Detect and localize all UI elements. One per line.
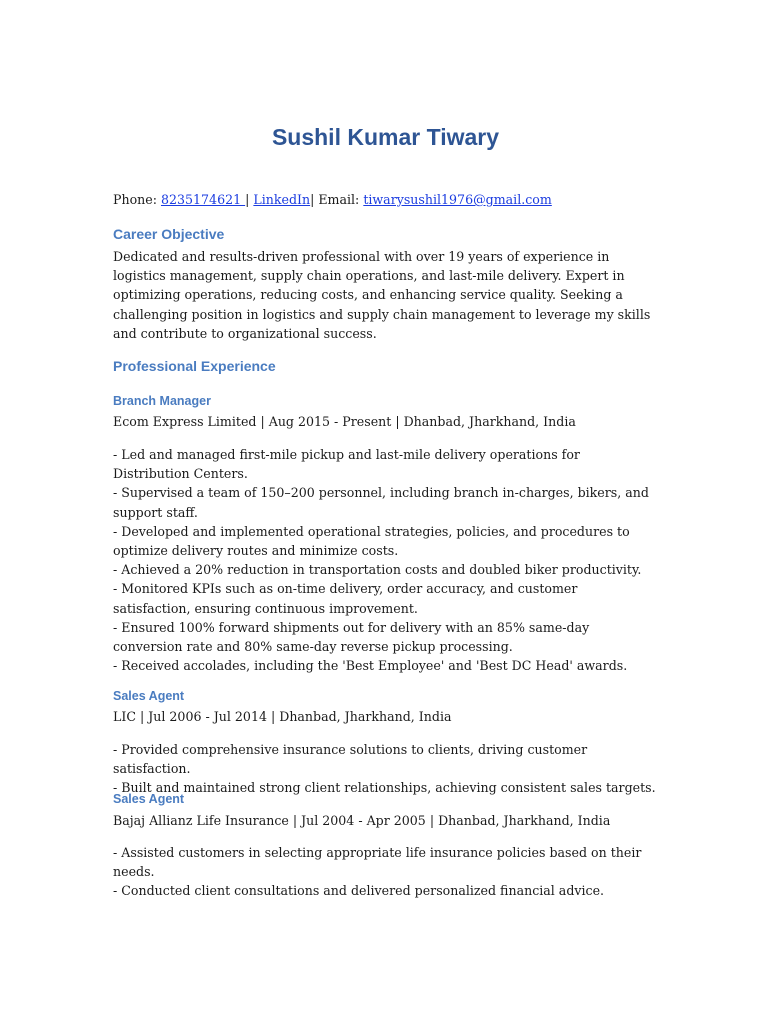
job-bullet: - Ensured 100% forward shipments out for delivery with an 85% same-day conversion rate and 80% same-day reverse pickup processing. (113, 619, 590, 655)
job-bullets (113, 740, 658, 798)
resume-name: Sushil Kumar Tiwary (271, 124, 500, 150)
contact-line (113, 192, 552, 207)
job-title: Branch Manager (113, 394, 211, 408)
linkedin-link[interactable]: LinkedIn (253, 192, 311, 207)
professional-experience-heading: Professional Experience (113, 358, 276, 374)
contact-separator: | (245, 192, 254, 207)
job-bullets (113, 843, 658, 901)
job-bullet: - Developed and implemented operational strategies, policies, and procedures to optimize delivery routes and minimize costs. (113, 523, 630, 559)
job-meta: Bajaj Allianz Life Insurance | Jul 2004 - Apr 2005 | Dhanbad, Jharkhand, India (113, 813, 611, 828)
job-bullet: - Monitored KPIs such as on-time delivery, order accuracy, and customer satisfaction, ensuring continuous improvement. (113, 581, 578, 616)
job-title: Sales Agent (113, 689, 185, 703)
phone-label: Phone: (113, 192, 161, 207)
email-label: | Email: (310, 192, 364, 207)
job-bullet: - Supervised a team of 150–200 personnel, including branch in-charges, bikers, and support staff. (113, 485, 649, 520)
job-bullet: - Received accolades, including the 'Best Employee' and 'Best DC Head' awards. (113, 658, 628, 674)
job-bullet: - Assisted customers in selecting appropriate life insurance policies based on their needs. (113, 845, 642, 880)
job-bullet: - Led and managed first-mile pickup and last-mile delivery operations for Distribution Centers. (113, 447, 580, 482)
job-title: Sales Agent (113, 792, 185, 806)
job-bullets (113, 445, 658, 675)
career-objective-heading: Career Objective (113, 226, 225, 242)
job-meta: LIC | Jul 2006 - Jul 2014 | Dhanbad, Jharkhand, India (113, 709, 452, 724)
job-bullet: - Achieved a 20% reduction in transportation costs and doubled biker productivity. (113, 562, 642, 578)
job-bullet: - Conducted client consultations and delivered personalized financial advice. (113, 883, 605, 899)
email-link[interactable]: tiwarysushil1976@gmail.com (363, 192, 552, 207)
career-objective-text: Dedicated and results-driven professional with over 19 years of experience in logistics management, supply chain operations, and last-mile delivery. Expert in optimizing operations, reducing costs, and enhancing service quality. Seeking a challenging position in logistics and supply chain management to leverage my skills and contribute to organizational success. (113, 249, 651, 341)
job-bullet: - Built and maintained strong client relationships, achieving consistent sales targets. (113, 780, 656, 796)
phone-link[interactable]: 8235174621 (160, 192, 246, 207)
job-meta: Ecom Express Limited | Aug 2015 - Present | Dhanbad, Jharkhand, India (113, 414, 576, 429)
job-bullet: - Provided comprehensive insurance solutions to clients, driving customer satisfaction. (113, 742, 588, 777)
